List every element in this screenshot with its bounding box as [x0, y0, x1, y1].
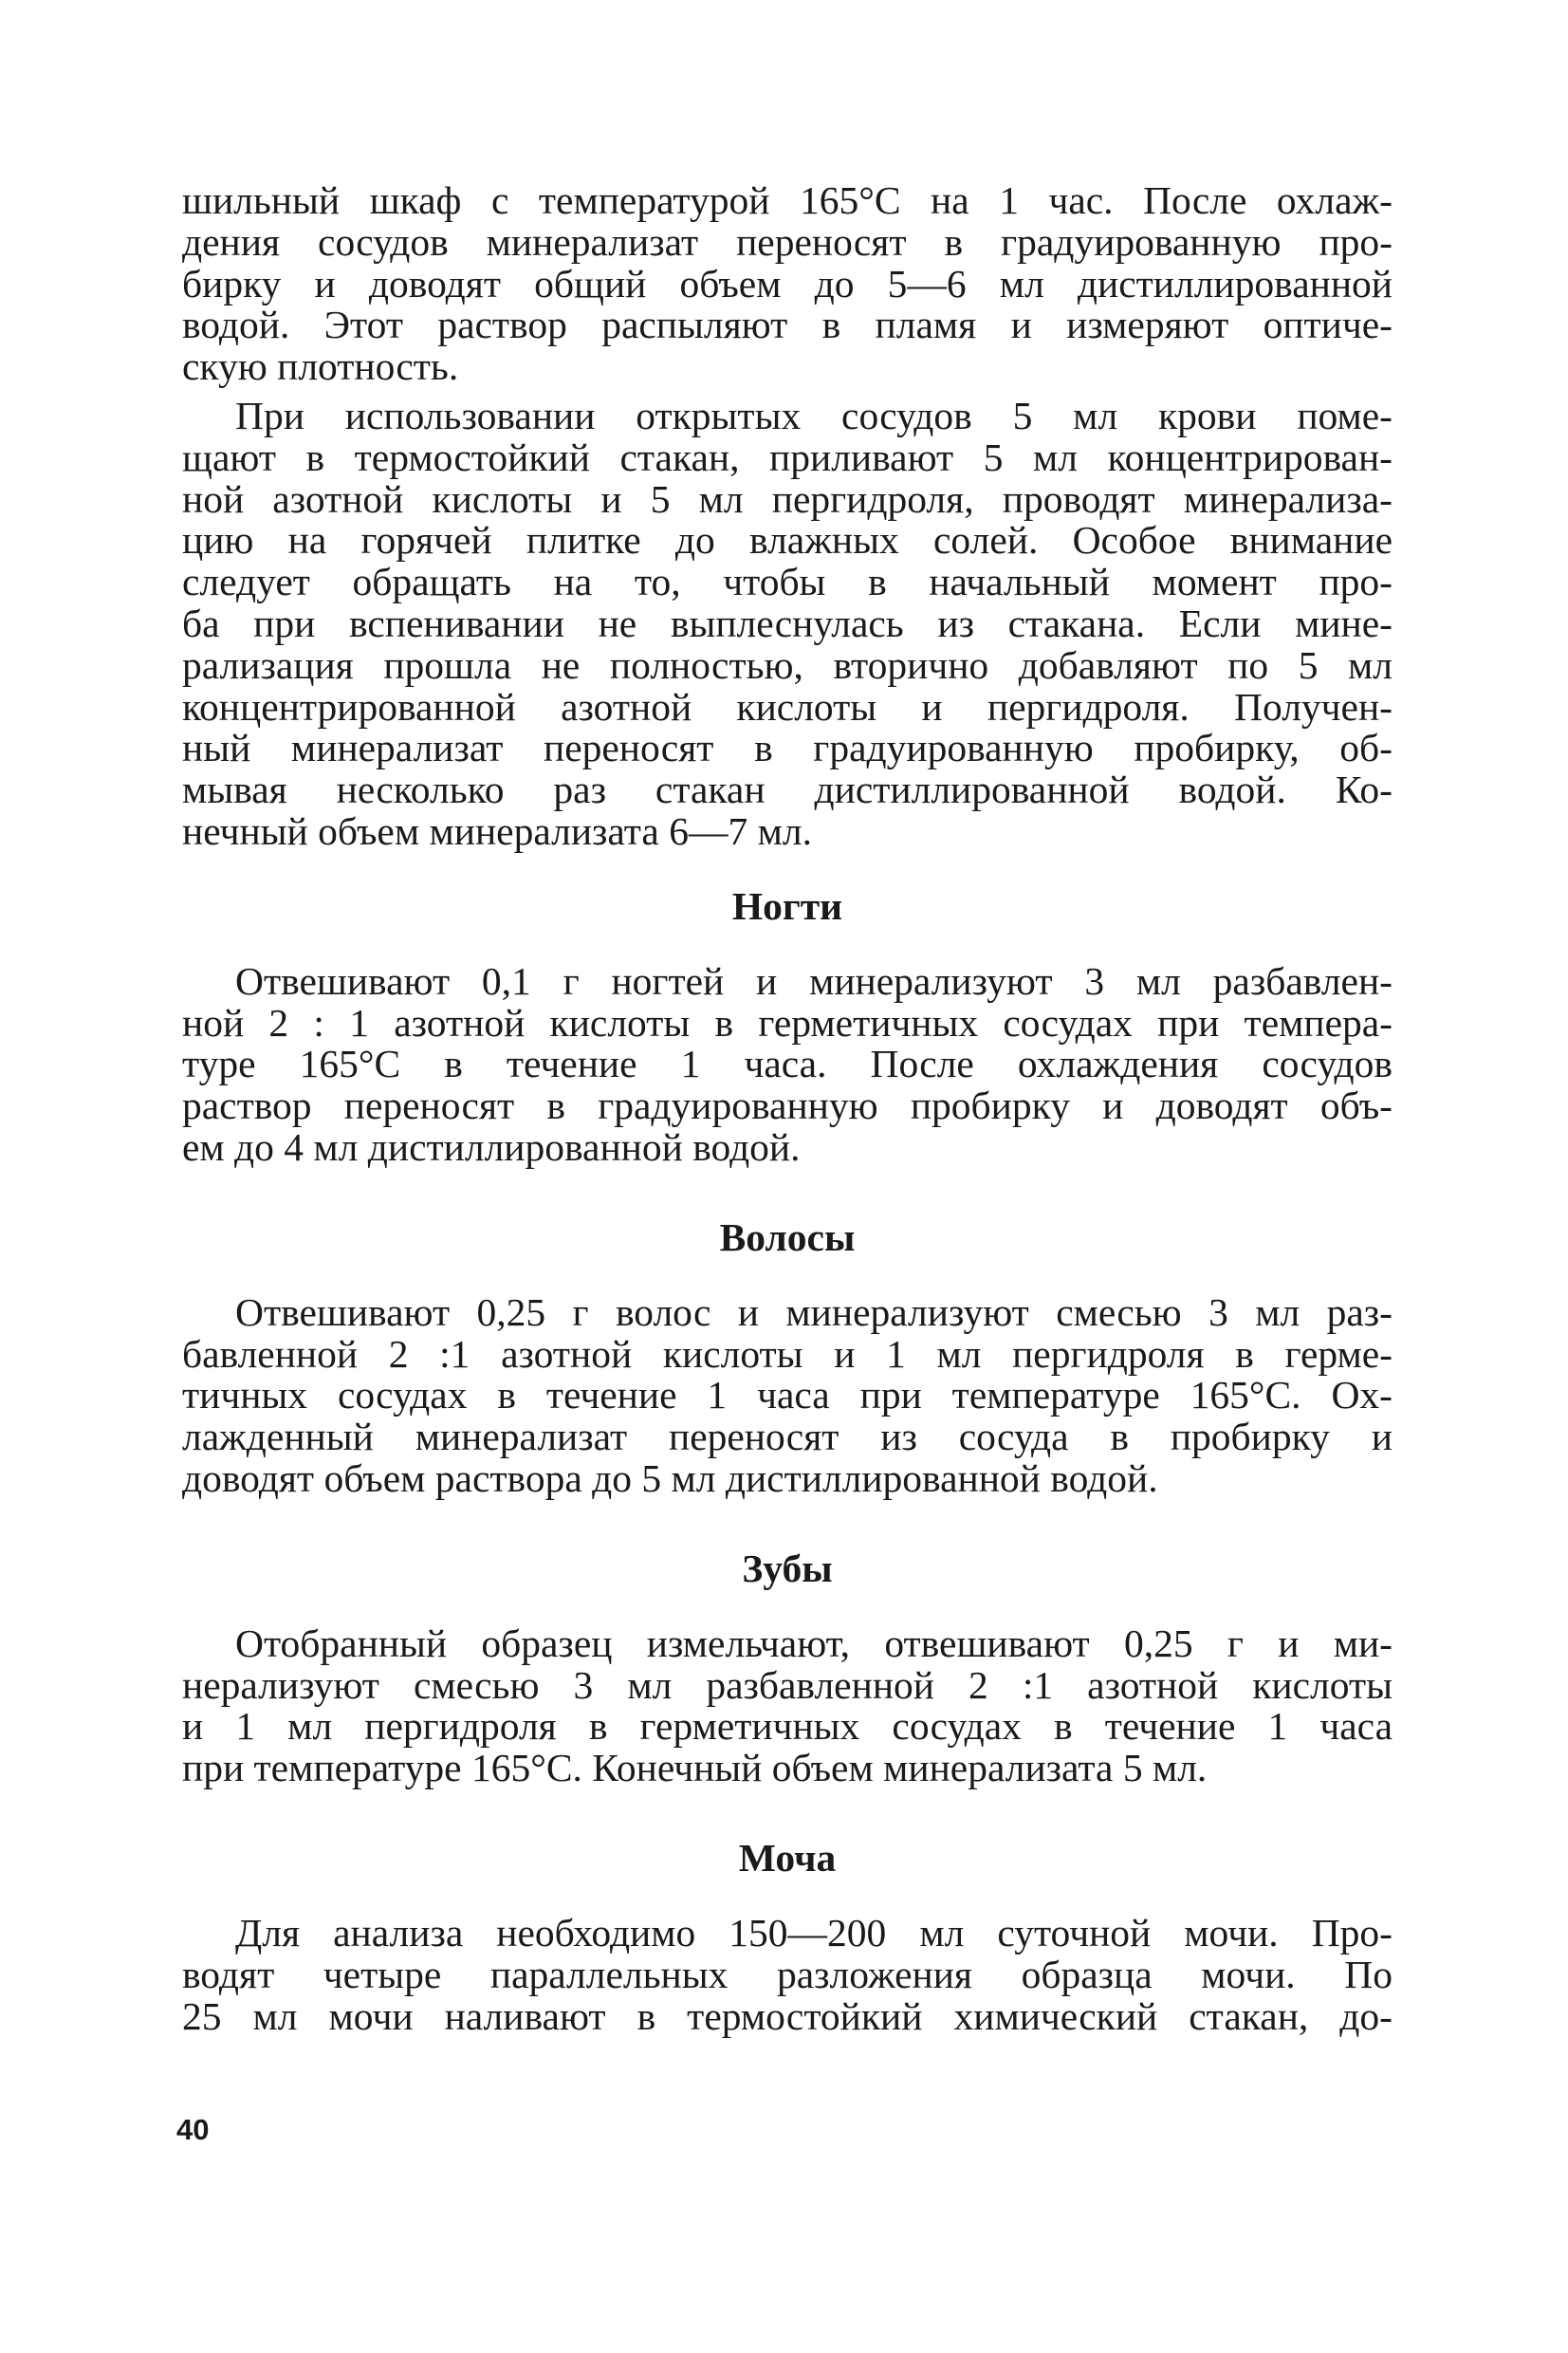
- teeth-paragraph: [182, 1623, 1393, 1789]
- text-line: ной 2 : 1 азотной кислоты в герметичных сосудах при темпера-: [182, 1000, 1393, 1045]
- text-line: следует обращать на то, чтобы в начальный момент про-: [182, 560, 1393, 604]
- text-line: раствор переносят в градуированную пробирку и доводят объ-: [182, 1084, 1393, 1128]
- text-line: ем до 4 мл дистиллированной водой.: [182, 1124, 801, 1169]
- text-line: нечный объем минерализата 6—7 мл.: [182, 808, 812, 853]
- text-line: ба при вспенивании не выплеснулась из стакана. Если мине-: [182, 601, 1393, 645]
- text-line: шильный шкаф с температурой 165°С на 1 час. После охлаж-: [182, 178, 1393, 222]
- text-line: при температуре 165°С. Конечный объем минерализата 5 мл.: [182, 1746, 1208, 1790]
- text-line: Отвешивают 0,1 г ногтей и минерализуют 3 мл разбавлен-: [235, 958, 1393, 1003]
- text-line: рализация прошла не полностью, вторично добавляют по 5 мл: [182, 642, 1393, 687]
- page-content: [182, 180, 1393, 2037]
- text-line: мывая несколько раз стакан дистиллированной водой. Ко-: [182, 768, 1393, 812]
- text-line: ный минерализат переносят в градуированную пробирку, об-: [182, 726, 1393, 770]
- text-line: бирку и доводят общий объем до 5—6 мл дистиллированной: [182, 261, 1393, 306]
- text-line: цию на горячей плитке до влажных солей. Особое внимание: [182, 518, 1393, 563]
- hair-paragraph: [182, 1289, 1393, 1500]
- nails-paragraph: [182, 958, 1393, 1169]
- section-heading-nails: Ногти: [731, 883, 843, 928]
- page-number: 40: [176, 2113, 210, 2146]
- text-line: туре 165°С в течение 1 часа. После охлаждения сосудов: [182, 1042, 1393, 1086]
- text-line: водят четыре параллельных разложения образца мочи. По: [182, 1952, 1393, 1996]
- text-line: концентрированной азотной кислоты и пергидроля. Получен-: [182, 684, 1393, 729]
- text-line: Отобранный образец измельчают, отвешивают 0,25 г и ми-: [235, 1621, 1393, 1665]
- open-vessels-paragraph: [182, 393, 1393, 853]
- section-heading-hair: Волосы: [719, 1214, 856, 1259]
- intro-paragraph: [182, 180, 1393, 388]
- text-line: скую плотность.: [182, 344, 459, 389]
- text-line: тичных сосудах в течение 1 часа при температуре 165°С. Ох-: [182, 1373, 1393, 1417]
- text-line: бавленной 2 :1 азотной кислоты и 1 мл пергидроля в герме-: [182, 1331, 1393, 1376]
- text-line: дения сосудов минерализат переносят в градуированную про-: [182, 219, 1393, 264]
- text-line: ной азотной кислоты и 5 мл пергидроля, проводят минерализа-: [182, 476, 1393, 521]
- urine-paragraph: [182, 1910, 1393, 2038]
- text-line: и 1 мл пергидроля в герметичных сосудах в течение 1 часа: [182, 1704, 1393, 1749]
- text-line: щают в термостойкий стакан, приливают 5 мл концентрирован-: [182, 435, 1393, 479]
- section-heading-teeth: Зубы: [742, 1546, 833, 1590]
- text-line: лажденный минерализат переносят из сосуда в пробирку и: [182, 1415, 1393, 1459]
- text-line: Для анализа необходимо 150—200 мл суточной мочи. Про-: [235, 1910, 1393, 1955]
- text-line: 25 мл мочи наливают в термостойкий химический стакан, до-: [182, 1993, 1393, 2038]
- text-line: нерализуют смесью 3 мл разбавленной 2 :1 азотной кислоты: [182, 1662, 1393, 1707]
- text-line: водой. Этот раствор распыляют в пламя и измеряют оптиче-: [182, 303, 1393, 347]
- text-line: доводят объем раствора до 5 мл дистиллированной водой.: [182, 1455, 1158, 1500]
- text-line: Отвешивают 0,25 г волос и минерализуют смесью 3 мл раз-: [235, 1289, 1393, 1334]
- section-heading-urine: Моча: [738, 1835, 837, 1880]
- text-line: При использовании открытых сосудов 5 мл крови поме-: [235, 393, 1393, 437]
